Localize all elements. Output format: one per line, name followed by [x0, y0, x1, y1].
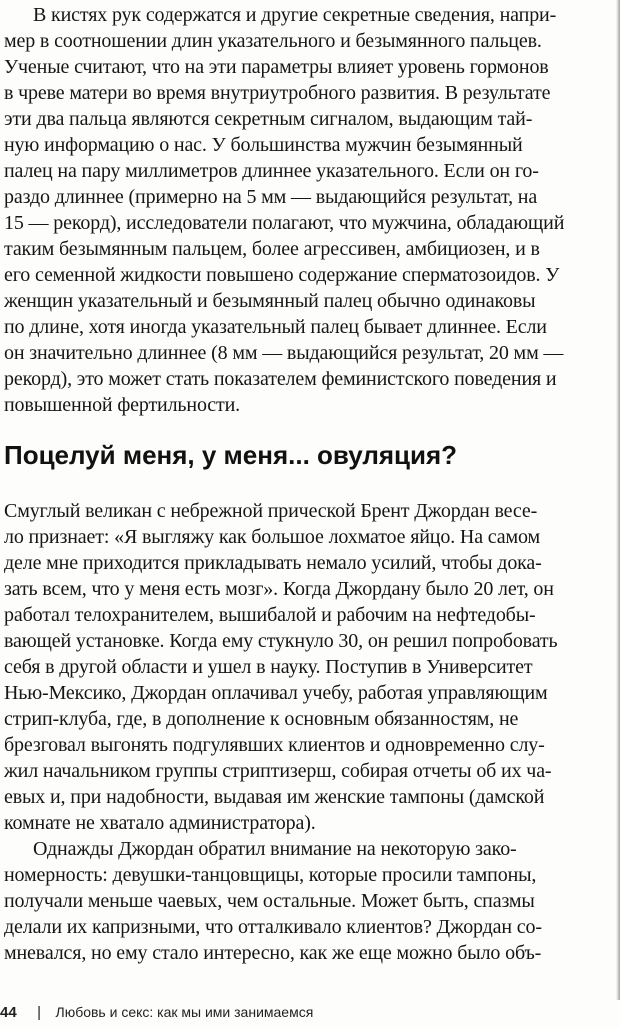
- text-line: он значительно длиннее (8 мм — выдающийся результат, 20 мм —: [4, 342, 564, 364]
- text-line: мер в соотношении длин указательного и безымянного пальцев.: [4, 30, 542, 52]
- text-line: ную информацию о нас. У большинства мужчин безымянный: [4, 134, 523, 156]
- text-line: ло признает: «Я выгляжу как большое лохматое яйцо. На самом: [4, 526, 540, 548]
- text-line: его семенной жидкости повышено содержание сперматозоидов. У: [4, 264, 560, 286]
- text-line: Нью-Мексико, Джордан оплачивал учебу, работая управляющим: [4, 682, 548, 704]
- text-line: Смуглый великан с небрежной прической Брент Джордан весе-: [4, 500, 538, 522]
- text-line: мневался, но ему стало интересно, как же еще можно было объ-: [4, 942, 542, 964]
- text-line: 15 — рекорд), исследователи полагают, что мужчина, обладающий: [4, 212, 565, 234]
- text-line: палец на пару миллиметров длиннее указательного. Если он го-: [4, 160, 539, 182]
- text-line: в чреве матери во время внутриутробного развития. В результате: [4, 82, 551, 104]
- text-line: брезговал выгонять подгулявших клиентов и одновременно слу-: [4, 734, 545, 756]
- text-line: номерность: девушки-танцовщицы, которые просили тампоны,: [4, 864, 537, 886]
- text-line: работал телохранителем, вышибалой и рабочим на нефтедобы-: [4, 604, 536, 626]
- text-line: стрип-клуба, где, в дополнение к основным обязанностям, не: [4, 708, 519, 730]
- text-line: таким безымянным пальцем, более агрессивен, амбициозен, и в: [4, 238, 540, 260]
- text-line: жил начальником группы стриптизерш, собирая отчеты об их ча-: [4, 760, 552, 782]
- text-line: раздо длиннее (примерно на 5 мм — выдающийся результат, на: [4, 186, 538, 208]
- footer-separator: |: [37, 1004, 42, 1021]
- text-line: комнате не хватало администратора).: [4, 812, 316, 834]
- text-line: зать всем, что у меня есть мозг». Когда Джордану было 20 лет, он: [4, 578, 554, 600]
- section-heading: Поцелуй меня, у меня... овуляция?: [4, 440, 458, 470]
- running-title: Любовь и секс: как мы ими занимаемся: [55, 1004, 314, 1020]
- text-line: получали меньше чаевых, чем остальные. Может быть, спазмы: [4, 890, 535, 912]
- text-line: евых и, при надобности, выдавая им женские тампоны (дамской: [4, 786, 545, 808]
- page-number: 44: [0, 1004, 17, 1021]
- text-line: делали их капризными, что отталкивало клиентов? Джордан со-: [4, 916, 542, 938]
- text-line: по длине, хотя иногда указательный палец бывает длиннее. Если: [4, 316, 547, 338]
- scan-edge-shadow: [616, 0, 620, 1000]
- text-line: повышенной фертильности.: [4, 394, 241, 416]
- text-line: Однажды Джордан обратил внимание на некоторую зако-: [33, 838, 517, 860]
- text-line: эти два пальца являются секретным сигналом, выдающим тай-: [4, 108, 533, 130]
- text-line: деле мне приходится прикладывать немало усилий, чтобы дока-: [4, 552, 542, 574]
- text-line: женщин указательный и безымянный палец обычно одинаковы: [4, 290, 536, 312]
- page-footer: [0, 1004, 313, 1022]
- text-line: рекорд), это может стать показателем феминистского поведения и: [4, 368, 557, 390]
- text-line: Ученые считают, что на эти параметры влияет уровень гормонов: [4, 56, 549, 78]
- text-line: вающей установке. Когда ему стукнуло 30, он решил попробовать: [4, 630, 558, 652]
- text-line: себя в другой области и ушел в науку. Поступив в Университет: [4, 656, 533, 678]
- text-line: В кистях рук содержатся и другие секретные сведения, напри-: [33, 4, 557, 26]
